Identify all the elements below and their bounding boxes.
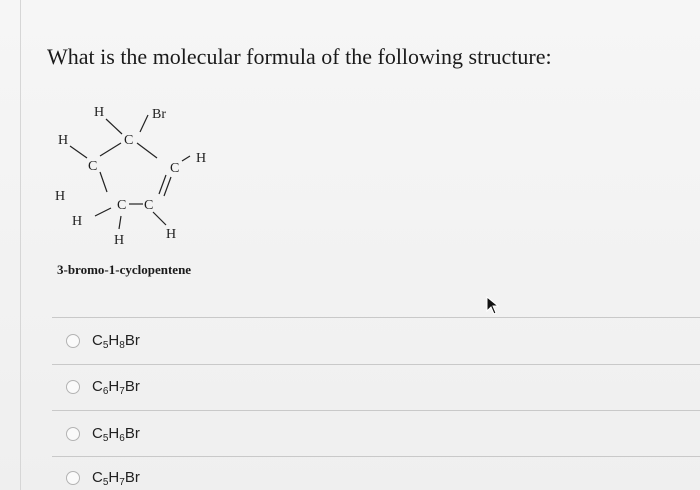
radio-button-icon[interactable]: [66, 380, 80, 394]
mouse-pointer-icon: [486, 296, 502, 316]
question-text: What is the molecular formula of the following structure:: [47, 44, 552, 69]
option-1[interactable]: [66, 329, 140, 353]
atom-label: H: [196, 151, 207, 166]
radio-button-icon[interactable]: [66, 334, 80, 348]
atom-label: H: [166, 227, 177, 242]
divider: [52, 364, 700, 365]
option-label: $C_5H_8Br$: [92, 331, 140, 351]
option-2[interactable]: [66, 375, 140, 399]
atom-label: H: [94, 105, 105, 120]
atom-label: C: [88, 159, 98, 174]
chemical-structure-diagram: [40, 96, 240, 256]
atom-label: H: [55, 189, 66, 204]
option-label: $C_6H_7Br$: [92, 377, 140, 397]
option-label: $C_5H_7Br$: [92, 468, 140, 488]
atom-label: C: [117, 198, 127, 213]
atom-label: C: [170, 161, 180, 176]
atom-label: H: [114, 233, 125, 248]
option-3[interactable]: [66, 422, 140, 446]
atom-label: C: [124, 133, 134, 148]
divider: [52, 317, 700, 318]
atom-label: H: [58, 133, 69, 148]
atom-label: H: [72, 214, 83, 229]
left-border: [20, 0, 21, 490]
divider: [52, 456, 700, 457]
divider: [52, 410, 700, 411]
radio-button-icon[interactable]: [66, 427, 80, 441]
atom-label: Br: [152, 107, 166, 122]
atom-label: C: [144, 198, 154, 213]
option-label: $C_5H_6Br$: [92, 424, 140, 444]
radio-button-icon[interactable]: [66, 471, 80, 485]
option-4[interactable]: [66, 466, 140, 490]
compound-name: 3-bromo-1-cyclopentene: [57, 262, 192, 277]
